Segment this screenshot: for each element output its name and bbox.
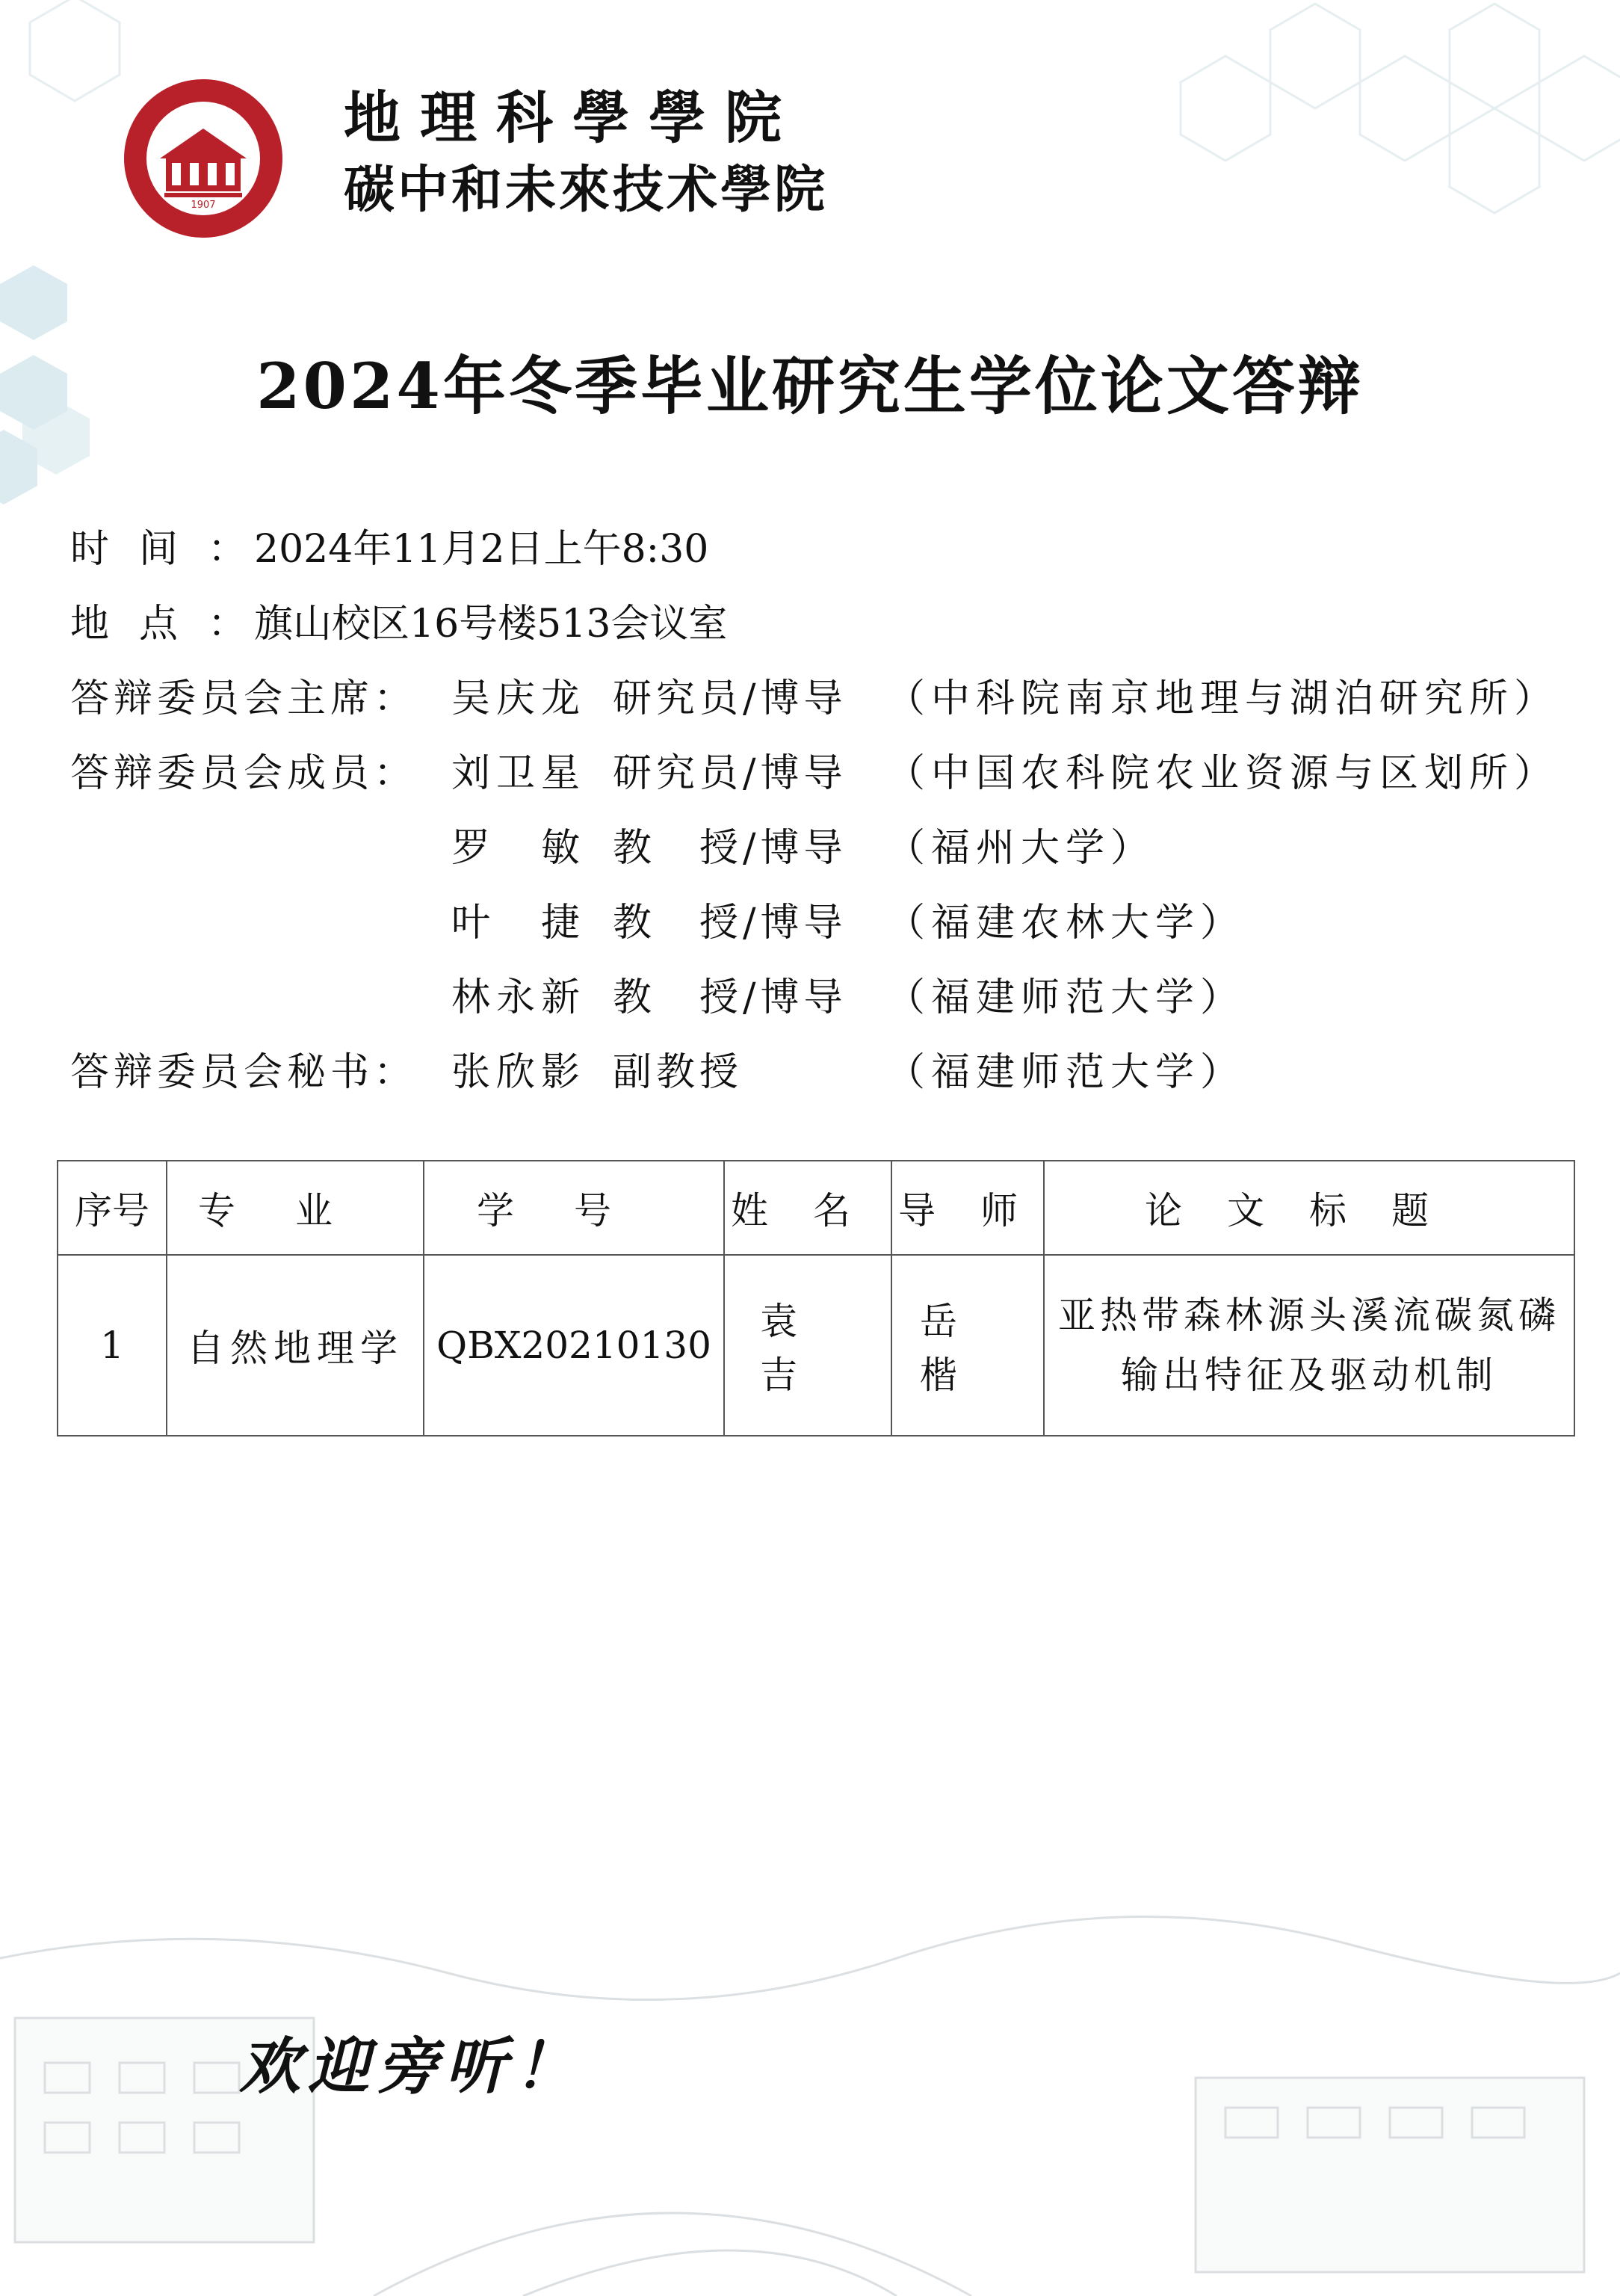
chair-role-label: 答辩委员会主席： bbox=[70, 676, 418, 721]
welcome-message: 欢迎旁听！ bbox=[239, 2031, 583, 2102]
row-thesis-title: 亚热带森林源头溪流碳氮磷输出特征及驱动机制 bbox=[1044, 1255, 1574, 1436]
column-header-major: 专业 bbox=[167, 1161, 424, 1255]
page-title: 2024年冬季毕业研究生学位论文答辩 bbox=[256, 349, 1364, 423]
member-org: （福州大学） bbox=[886, 826, 1156, 871]
time-value: 2024年11月2日上午8:30 bbox=[254, 527, 709, 572]
time-label: 时间： bbox=[70, 527, 277, 572]
column-header-name: 姓名 bbox=[724, 1161, 891, 1255]
column-header-thesis-title: 论文标题 bbox=[1044, 1161, 1574, 1255]
place-value: 旗山校区16号楼513会议室 bbox=[254, 602, 728, 646]
row-major: 自然地理学 bbox=[167, 1255, 424, 1436]
secretary-name: 张欣影 bbox=[451, 1050, 587, 1095]
place-label: 地点： bbox=[70, 602, 277, 646]
column-header-advisor: 导师 bbox=[891, 1161, 1044, 1255]
row-student-id: QBX20210130 bbox=[424, 1255, 724, 1436]
institute-name: 碳中和未來技术學院 bbox=[344, 160, 829, 220]
member-org: （福建农林大学） bbox=[886, 901, 1246, 945]
school-name-block bbox=[344, 82, 828, 226]
table-row bbox=[58, 1255, 1574, 1436]
member-org: （福建师范大学） bbox=[886, 975, 1246, 1020]
member-name: 林永新 bbox=[451, 975, 587, 1020]
school-name: 地理科學學院 bbox=[344, 84, 801, 151]
defense-schedule-table bbox=[57, 1160, 1575, 1436]
secretary-title: 副教授 bbox=[613, 1050, 743, 1095]
column-header-student-id: 学号 bbox=[424, 1161, 724, 1255]
secretary-role-label: 答辩委员会秘书： bbox=[70, 1050, 418, 1095]
row-advisor: 岳楷 bbox=[891, 1255, 1044, 1436]
row-student-name: 袁吉 bbox=[724, 1255, 891, 1436]
row-number: 1 bbox=[58, 1255, 167, 1436]
column-header-number: 序号 bbox=[58, 1161, 167, 1255]
chair-name: 吴庆龙 bbox=[451, 676, 587, 721]
university-seal-logo bbox=[120, 75, 287, 242]
member-role-label: 答辩委员会成员： bbox=[70, 751, 418, 796]
member-name: 叶 捷 bbox=[451, 901, 587, 945]
member-org: （中国农科院农业资源与区划所） bbox=[886, 751, 1559, 796]
member-title: 教 授/博导 bbox=[613, 975, 847, 1020]
member-title: 研究员/博导 bbox=[613, 751, 847, 796]
member-title: 教 授/博导 bbox=[613, 826, 847, 871]
member-title: 教 授/博导 bbox=[613, 901, 847, 945]
member-name: 刘卫星 bbox=[451, 751, 587, 796]
table-header-row bbox=[58, 1161, 1574, 1255]
secretary-org: （福建师范大学） bbox=[886, 1050, 1246, 1095]
chair-org: （中科院南京地理与湖泊研究所） bbox=[886, 676, 1559, 721]
campus-sketch bbox=[0, 1916, 1620, 2296]
chair-title: 研究员/博导 bbox=[613, 676, 847, 721]
member-name: 罗 敏 bbox=[451, 826, 587, 871]
svg-text:1907: 1907 bbox=[191, 200, 216, 211]
